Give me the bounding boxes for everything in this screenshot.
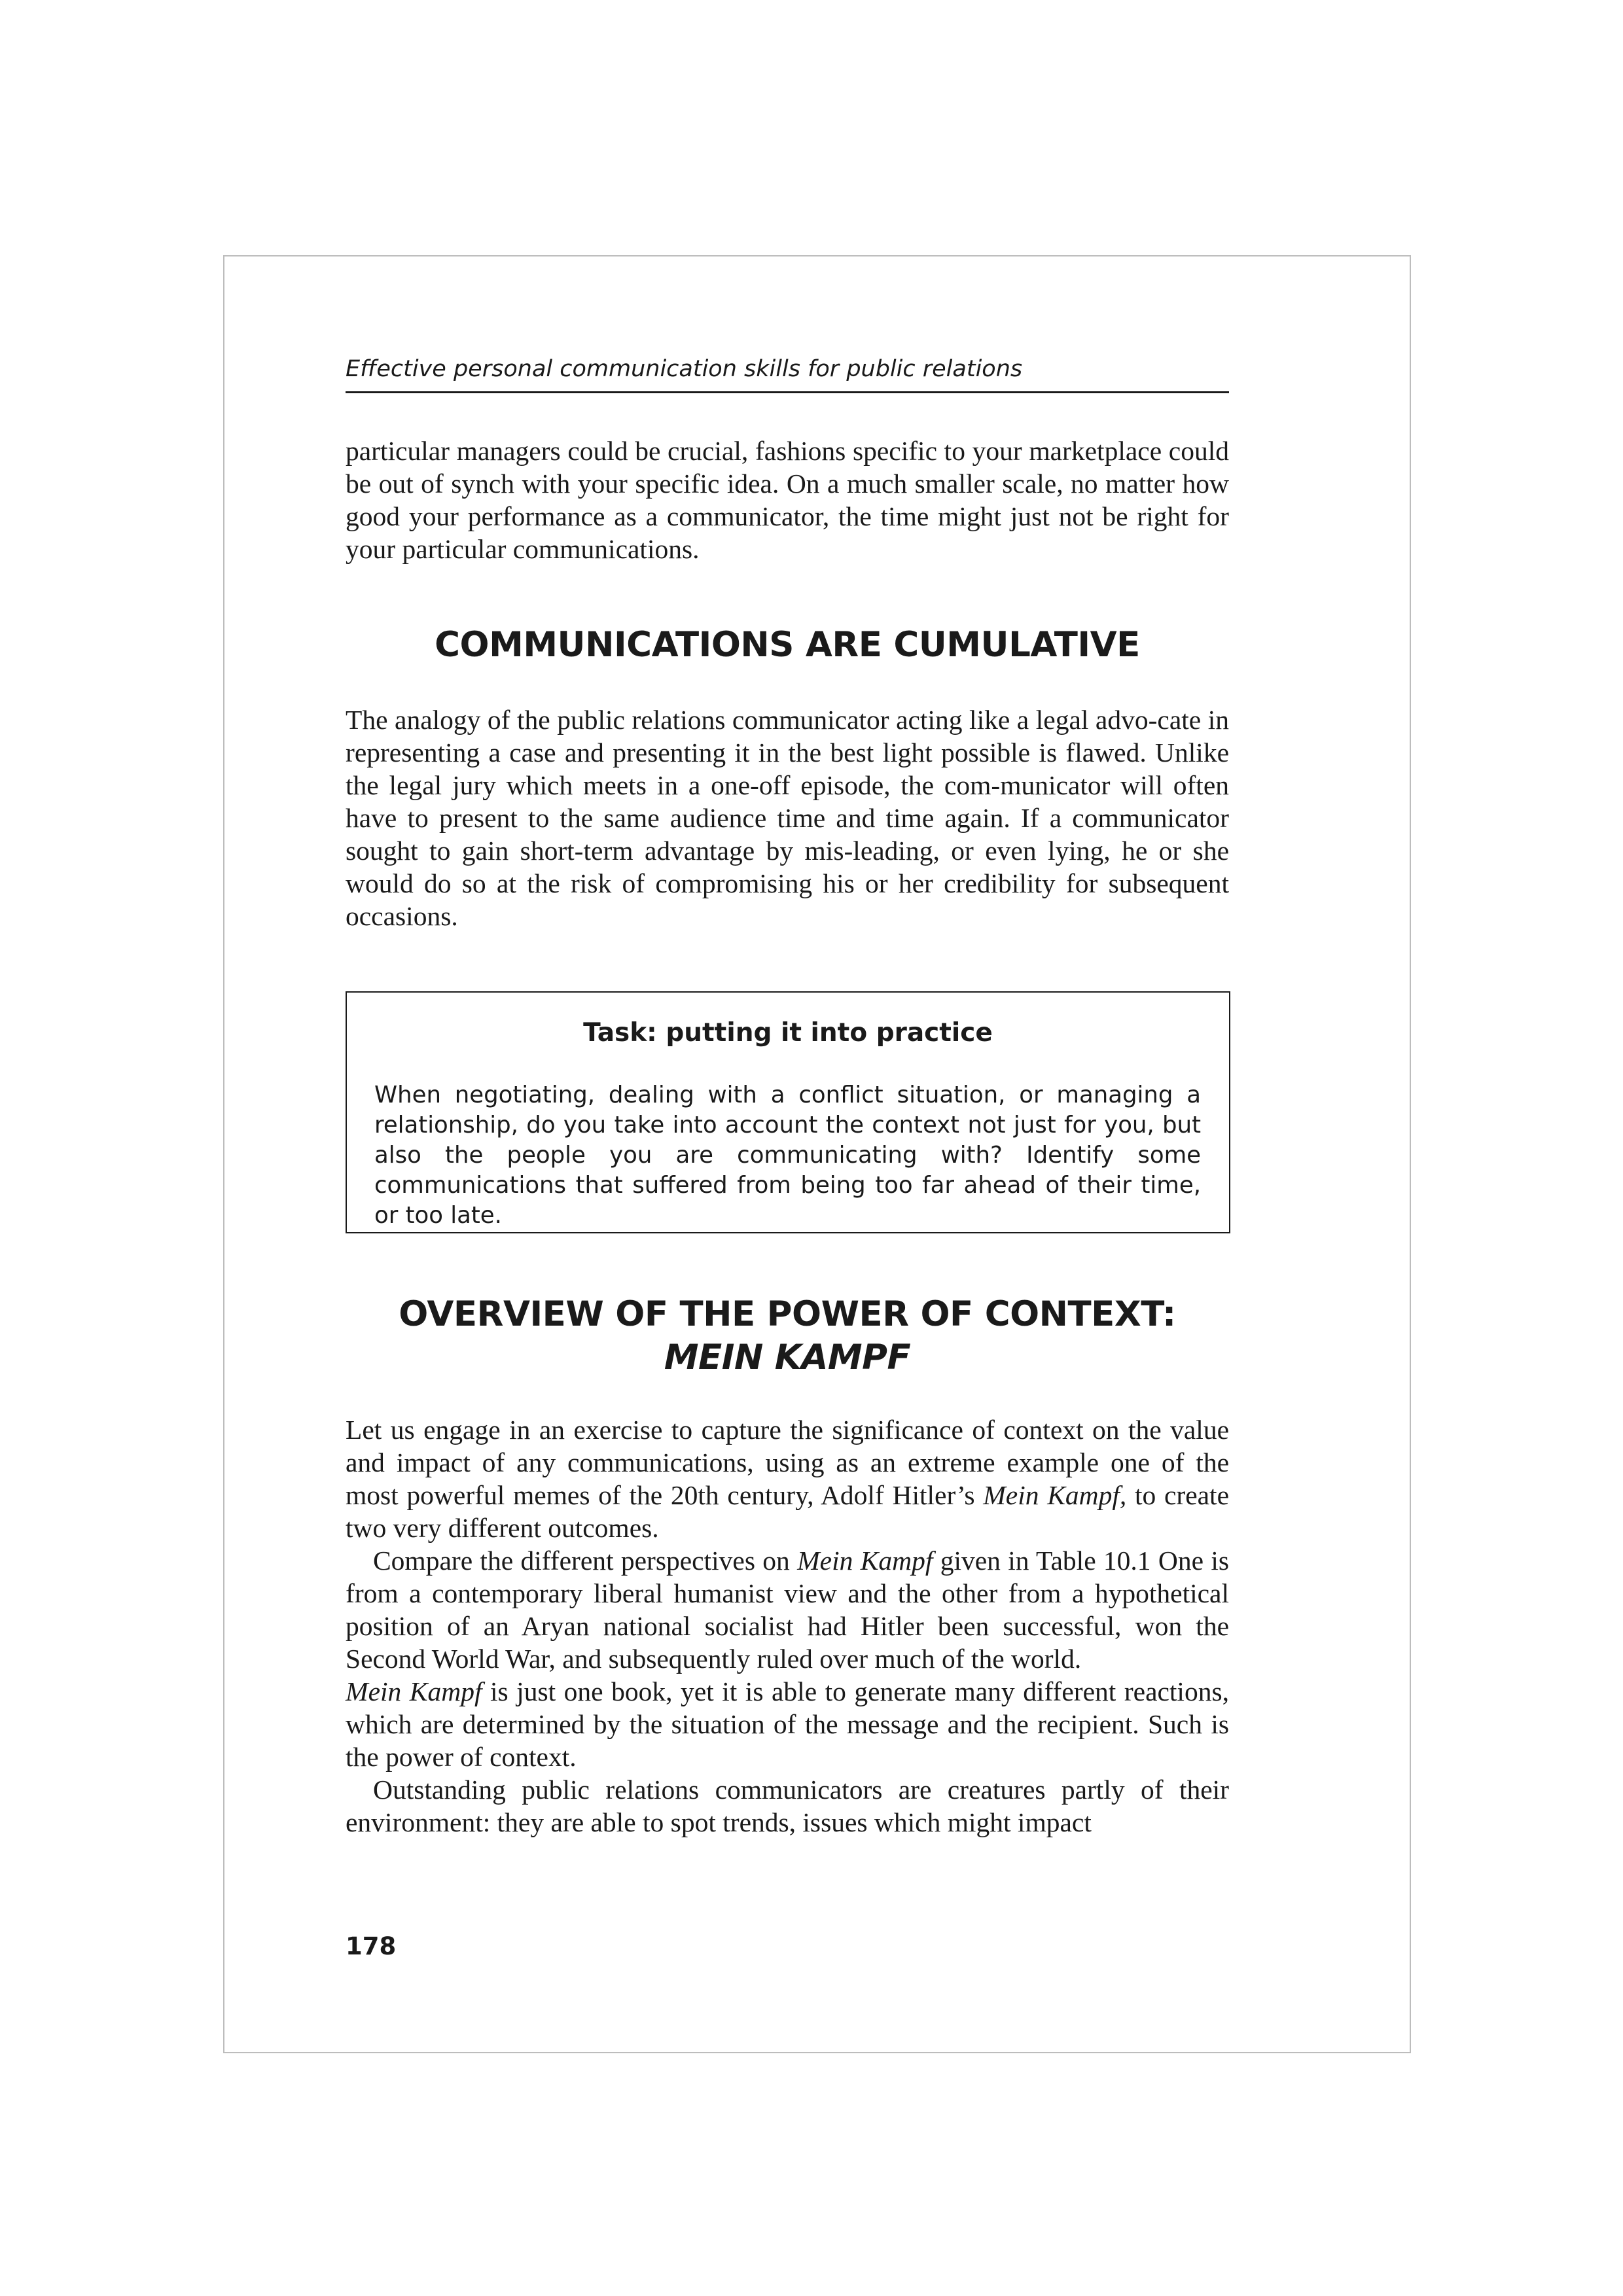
running-head: Effective personal communication skills for public relations [346, 353, 1229, 393]
page-number: 178 [346, 1932, 397, 1960]
task-body: When negotiating, dealing with a conflict situation, or managing a relationship, do you take into account the context not just for you, but also the people you are communicating with? Identify some communications that suffered from being too far ahead of their time, or too late. [374, 1082, 1201, 1229]
context-paragraph-3 [346, 1675, 1229, 1773]
task-title: Task: putting it into practice [583, 1018, 993, 1048]
context-paragraph-4: Outstanding public relations communicators are creatures partly of their environment: they are able to spot trends, issues which might impact [346, 1775, 1229, 1837]
context-p3-italic: Mein Kampf [346, 1676, 482, 1706]
context-paragraph-1 [346, 1413, 1229, 1544]
context-p2-start: Compare the different perspectives on [373, 1545, 798, 1576]
section-heading-cumulative: COMMUNICATIONS ARE CUMULATIVE [435, 625, 1140, 665]
context-body [346, 1413, 1229, 1839]
section-heading-context [346, 1293, 1229, 1379]
cumulative-paragraph [346, 703, 1229, 932]
intro-paragraph-text: particular managers could be crucial, fashions specific to your marketplace could be out of synch with your specific idea. On a much smaller scale, no matter how good your performance as a communicator, the time might just not be right for your particular communications. [346, 436, 1229, 564]
context-paragraph-2 [346, 1544, 1229, 1675]
intro-paragraph [346, 434, 1229, 565]
context-p1-italic: Mein Kampf, [983, 1480, 1127, 1510]
context-p1-text: Let us engage in an exercise to capture the significance of context on the value and impact of any communications, using as an extreme example one of the most powerful memes of the 20th century, Adolf Hitler’s [346, 1415, 1229, 1510]
context-p1-end: to create two very different outcomes. [346, 1480, 1230, 1543]
context-p3-end: is just one book, yet it is able to generate many different reactions, which are determined by the situation of the message and the recipient. Such is the power of context. [346, 1676, 1229, 1772]
context-p2-italic: Mein Kampf [797, 1545, 933, 1576]
context-p2-end: given in Table 10.1 One is from a contemporary liberal humanist view and the other from a hypothetical position of an Aryan national socialist had Hitler been successful, won the Second World War, and subsequently ruled over much of the world. [346, 1545, 1229, 1674]
section-heading-context-line1: OVERVIEW OF THE POWER OF CONTEXT: [399, 1294, 1176, 1334]
cumulative-paragraph-text: The analogy of the public relations communicator acting like a legal advo-cate in representing a case and presenting it in the best light possible is flawed. Unlike the legal jury which meets in a one-off episode, the com-municator will often have to present to the same audience time and time again. If a communicator sought to gain short-term advantage by mis-leading, or even lying, he or she would do so at the risk of compromising his or her credibility for subsequent occasions. [346, 705, 1229, 931]
section-heading-context-line2: MEIN KAMPF [664, 1337, 911, 1377]
task-box [346, 991, 1230, 1233]
